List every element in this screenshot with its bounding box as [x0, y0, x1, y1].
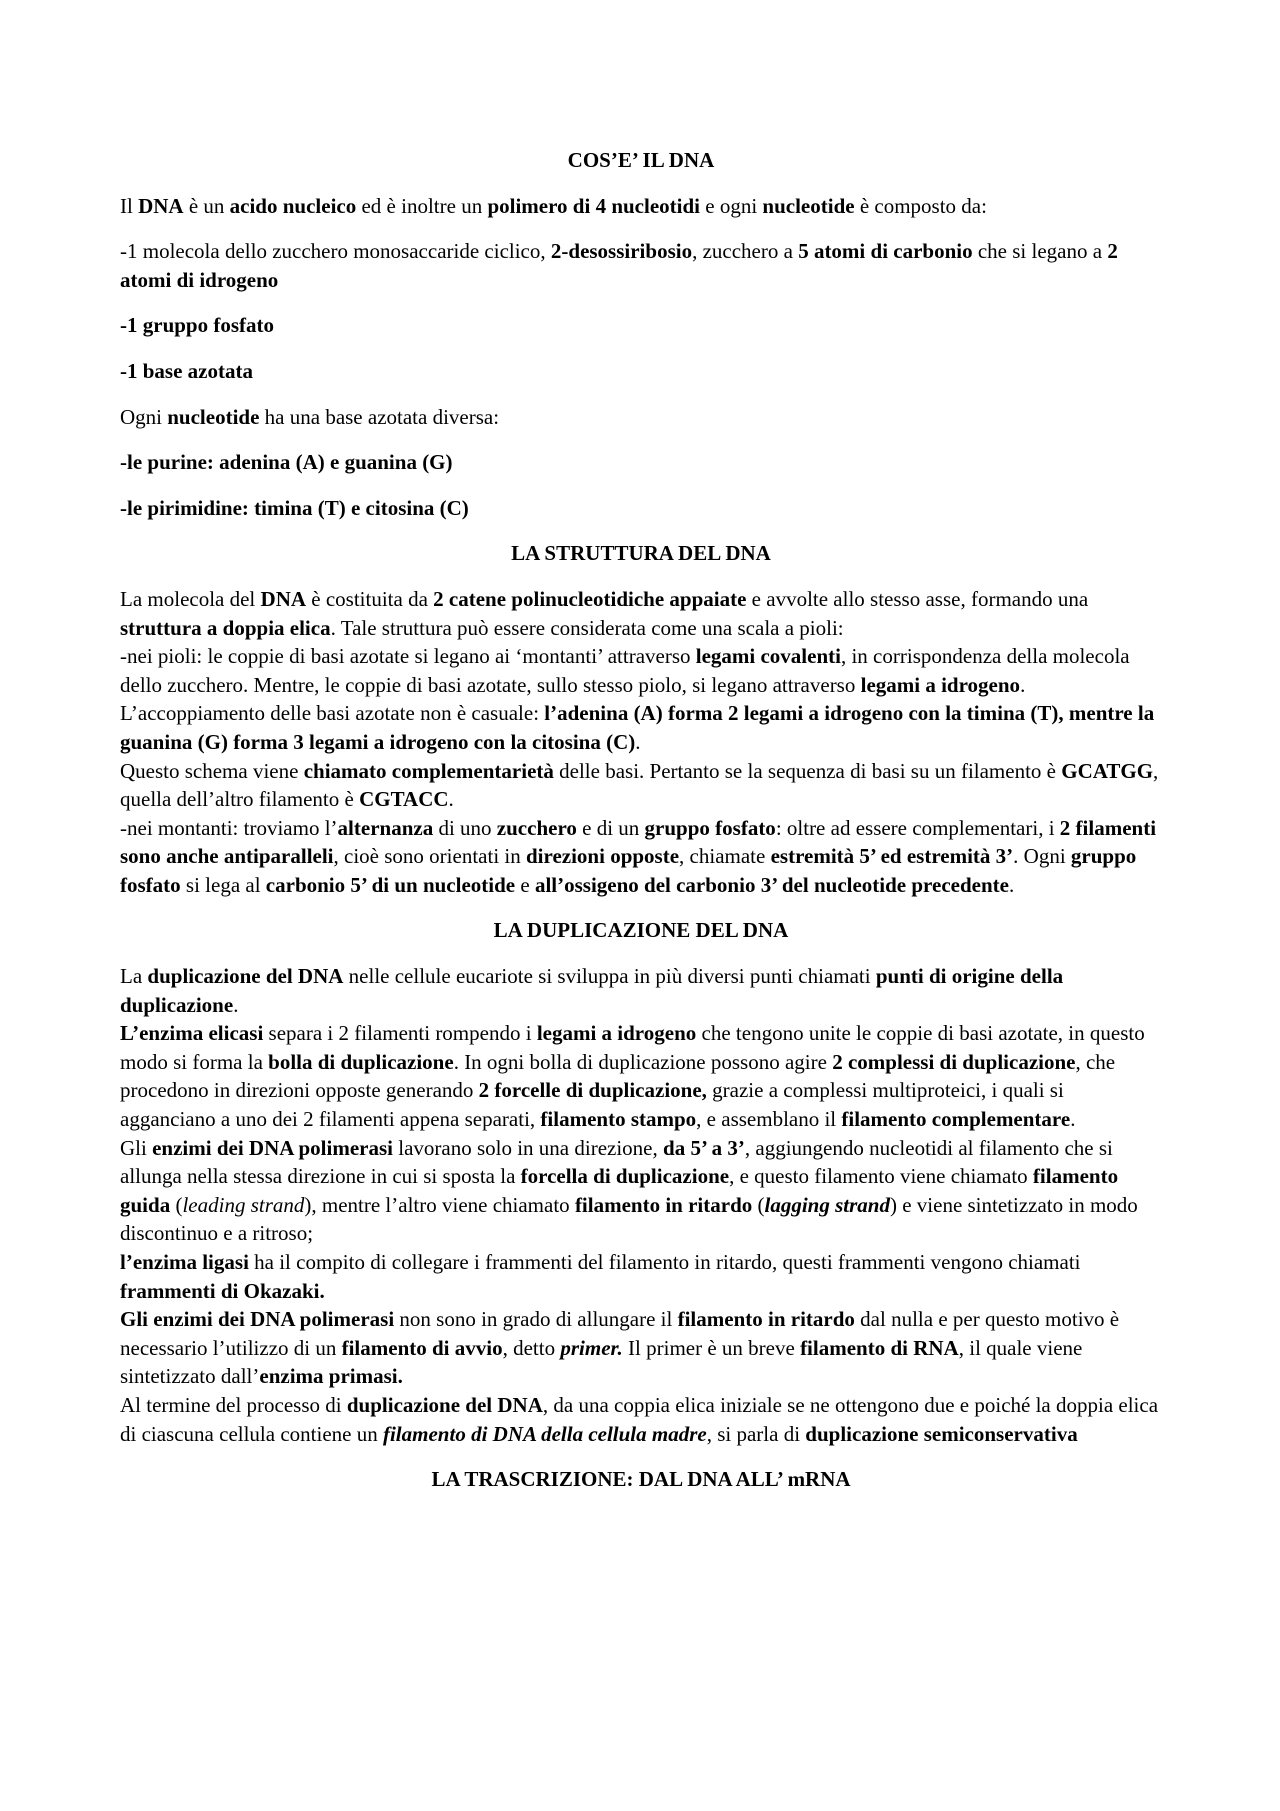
text-run: è composto da:	[854, 193, 987, 218]
document-page	[120, 146, 1162, 1511]
text-run: ed è inoltre un	[356, 193, 488, 218]
text-run: .	[1020, 672, 1026, 697]
bold-text: forcella di duplicazione	[520, 1164, 730, 1189]
text-run: , da una coppia elica iniziale se ne ottengono due e poiché la doppia elica di ciascuna cellula contiene un	[120, 1392, 1159, 1446]
text-run: (	[170, 1192, 183, 1217]
text-run: si lega al	[180, 872, 266, 897]
text-run: che tengono unite le coppie di basi azotate, in questo modo si forma la	[120, 1021, 1145, 1074]
bold-text: legami a idrogeno	[860, 672, 1021, 697]
list-item-gruppo-fosfato	[120, 311, 1162, 340]
paragraph	[120, 757, 1162, 814]
bold-text: carbonio 5’ di un nucleotide	[265, 872, 516, 897]
bold-text	[560, 1336, 622, 1360]
bold-text: l’adenina (A) forma 2 legami a idrogeno con la timina (T), mentre la guanina (G) forma 3 legami a idrogeno con la citosina (C)	[120, 701, 1155, 754]
bold-text: filamento in ritardo	[677, 1307, 855, 1332]
bold-text: all’ossigeno del carbonio 3’ del nucleotide precedente	[534, 872, 1009, 897]
bold-text: legami a idrogeno	[536, 1021, 697, 1046]
bold-text: estremità 5’ ed estremità 3’	[770, 844, 1014, 869]
bold-text: filamento guida	[120, 1164, 1119, 1217]
bold-text: 2-desossiribosio	[550, 239, 693, 264]
text-run: .	[1008, 872, 1015, 897]
paragraph	[120, 962, 1162, 1019]
bold-text: 5 atomi di carbonio	[798, 239, 973, 264]
text-run: e ogni	[700, 193, 763, 218]
bold-text: -le purine: adenina (A) e guanina (G)	[120, 450, 453, 475]
text-run: .	[233, 992, 239, 1017]
text-run: e	[515, 872, 535, 897]
bold-text: 2 filamenti sono anche antiparalleli	[120, 815, 1157, 869]
text-run: .	[635, 729, 641, 754]
paragraph	[120, 642, 1162, 699]
text-run: che si legano a	[972, 239, 1108, 264]
bold-text: CGTACC	[359, 787, 449, 812]
bold-text	[765, 1193, 890, 1217]
bold-text: L’enzima elicasi	[120, 1021, 264, 1046]
bold-text: 2 atomi di idrogeno	[120, 239, 1118, 292]
bold-italic-text: lagging strand	[764, 1192, 890, 1217]
bold-text: GCATGG	[1061, 758, 1154, 783]
text-run: -1 molecola dello zucchero monosaccaride ciclico,	[120, 239, 551, 264]
bold-italic-text: primer.	[560, 1335, 623, 1360]
text-run: L’accoppiamento delle basi azotate non è casuale:	[120, 701, 545, 726]
text-run: , e assemblano il	[696, 1107, 842, 1132]
bold-text: -1 gruppo fosfato	[120, 313, 275, 338]
text-run: , chiamate	[679, 844, 771, 869]
text-run: ha il compito di collegare i frammenti del filamento in ritardo, questi frammenti vengono chiamati	[248, 1250, 1081, 1274]
bold-text: nucleotide	[167, 404, 260, 429]
text-run: Gli	[120, 1135, 153, 1160]
heading-trascrizione: LA TRASCRIZIONE: DAL DNA ALL’ mRNA	[431, 1467, 851, 1492]
heading-struttura-del-dna: LA STRUTTURA DEL DNA	[511, 541, 771, 566]
bold-text: alternanza	[337, 815, 434, 840]
bold-text: Gli enzimi dei DNA polimerasi	[120, 1307, 395, 1332]
bold-text: duplicazione del DNA	[147, 964, 344, 989]
text-run: e avvolte allo stesso asse, formando una	[746, 586, 1089, 611]
text-run: delle basi. Pertanto se la sequenza di basi su un filamento è	[553, 758, 1062, 783]
bold-text: polimero di 4 nucleotidi	[487, 193, 700, 218]
bold-text: legami covalenti	[695, 644, 841, 669]
text-run: , e questo filamento viene chiamato	[729, 1164, 1033, 1189]
text-run: , quella dell’altro filamento è	[120, 758, 1159, 812]
text-run: è costituita da	[306, 586, 434, 611]
text-run: , in corrispondenza della molecola dello zucchero. Mentre, le coppie di basi azotate, sullo stesso piolo, si legano attraverso	[120, 644, 1130, 697]
text-run: Il primer è un breve	[622, 1335, 801, 1360]
text-run: e di un	[576, 815, 645, 840]
text-run: . Ogni	[1013, 844, 1071, 869]
bold-text: 2 forcelle di duplicazione,	[478, 1078, 707, 1103]
list-item-base-azotata	[120, 357, 1162, 386]
bold-text: direzioni opposte	[526, 844, 680, 869]
paragraph	[120, 237, 1162, 294]
text-run: Ogni	[120, 404, 168, 429]
bold-text: -le pirimidine: timina (T) e citosina (C)	[120, 495, 469, 520]
bold-text: chiamato complementarietà	[303, 758, 554, 783]
list-item-purine	[120, 448, 1162, 477]
text-run: ) e viene sintetizzato in modo discontinuo e a ritroso;	[120, 1192, 1138, 1246]
text-run: ), mentre l’altro viene chiamato	[304, 1192, 575, 1217]
text-run: Al termine del processo di	[120, 1392, 347, 1417]
text-run: , detto	[502, 1335, 561, 1360]
text-run: . In ogni bolla di duplicazione possono agire	[453, 1049, 833, 1074]
paragraph	[120, 699, 1162, 756]
bold-italic-text: filamento di DNA della cellula madre	[382, 1421, 707, 1446]
bold-text: l’enzima ligasi	[120, 1250, 249, 1274]
text-run: lavorano solo in una direzione,	[393, 1135, 664, 1160]
bold-text	[383, 1422, 707, 1446]
text-run: Il	[120, 193, 139, 218]
bold-text: frammenti di Okazaki.	[120, 1278, 325, 1303]
paragraph	[120, 1391, 1162, 1448]
text-run: è un	[183, 193, 230, 218]
heading-duplicazione-del-dna: LA DUPLICAZIONE DEL DNA	[493, 918, 789, 943]
bold-text: filamento di RNA	[800, 1335, 959, 1360]
text-run: non sono in grado di allungare il	[394, 1307, 678, 1332]
text-run: , zucchero a	[692, 239, 799, 264]
bold-text: gruppo fosfato	[120, 844, 1137, 897]
text-run: (	[752, 1192, 765, 1217]
italic-text: leading strand	[182, 1192, 305, 1217]
text-run: ha una base azotata diversa:	[259, 404, 500, 429]
text-run: . Tale struttura può essere considerata come una scala a pioli:	[330, 615, 844, 640]
text-run: -nei montanti: troviamo l’	[120, 815, 338, 840]
text-run: , cioè sono orientati in	[333, 844, 526, 869]
text-run: La	[120, 964, 148, 989]
text-run: dal nulla e per questo motivo è necessario l’utilizzo di un	[120, 1307, 1120, 1360]
list-item-pirimidine	[120, 494, 1162, 523]
bold-text: da 5’ a 3’	[663, 1135, 745, 1160]
text-run: , si parla di	[706, 1421, 806, 1446]
bold-text: nucleotide	[762, 193, 855, 218]
bold-text: bolla di duplicazione	[268, 1049, 454, 1074]
bold-text: 2 complessi di duplicazione	[832, 1049, 1076, 1074]
paragraph	[120, 403, 1162, 432]
paragraph	[120, 585, 1162, 642]
paragraph	[120, 1019, 1162, 1133]
bold-text: DNA	[138, 193, 184, 218]
bold-text: punti di origine della duplicazione	[120, 964, 1064, 1017]
text-run: di uno	[433, 815, 497, 840]
text-run: , che procedono in direzioni opposte generando	[120, 1049, 1116, 1103]
text-run: : oltre ad essere complementari, i	[775, 815, 1060, 840]
bold-text: acido nucleico	[229, 193, 357, 218]
text-run: , aggiungendo nucleotidi al filamento che si allunga nella stessa direzione in cui si sposta la	[120, 1135, 1113, 1189]
bold-text: -1 base azotata	[120, 358, 253, 383]
text-run: La molecola del	[120, 586, 261, 611]
text-run: nelle cellule eucariote si sviluppa in più diversi punti chiamati	[343, 964, 876, 989]
bold-text: filamento complementare	[841, 1107, 1071, 1132]
bold-text: enzimi dei DNA polimerasi	[152, 1135, 393, 1160]
paragraph	[120, 1134, 1162, 1248]
text-run: -nei pioli: le coppie di basi azotate si legano ai ‘montanti’ attraverso	[120, 644, 696, 669]
bold-text: duplicazione del DNA	[346, 1392, 543, 1417]
heading-cos-e-il-dna: COS’E’ IL DNA	[567, 148, 715, 172]
text-run: Questo schema viene	[120, 758, 304, 783]
text-run: separa i 2 filamenti rompendo i	[263, 1021, 537, 1046]
bold-text: gruppo fosfato	[644, 815, 776, 840]
bold-text: filamento in ritardo	[574, 1192, 753, 1217]
text-run: .	[448, 787, 454, 812]
bold-text: struttura a doppia elica	[120, 615, 331, 640]
paragraph	[120, 192, 1162, 221]
bold-text: filamento di avvio	[341, 1335, 503, 1360]
text-run: .	[1070, 1107, 1076, 1132]
paragraph	[120, 814, 1162, 900]
bold-text: 2 catene polinucleotidiche appaiate	[433, 586, 747, 611]
text-run: grazie a complessi multiproteici, i quali si agganciano a uno dei 2 filamenti appena separati,	[120, 1078, 1064, 1132]
bold-text: DNA	[260, 586, 307, 611]
bold-text: zucchero	[496, 815, 577, 840]
text-run: , il quale viene sintetizzato dall’	[120, 1335, 1083, 1389]
paragraph	[120, 1248, 1162, 1305]
bold-text: enzima primasi.	[259, 1364, 403, 1389]
bold-text: duplicazione semiconservativa	[805, 1421, 1078, 1446]
paragraph	[120, 1305, 1162, 1391]
bold-text: filamento stampo	[540, 1107, 697, 1132]
